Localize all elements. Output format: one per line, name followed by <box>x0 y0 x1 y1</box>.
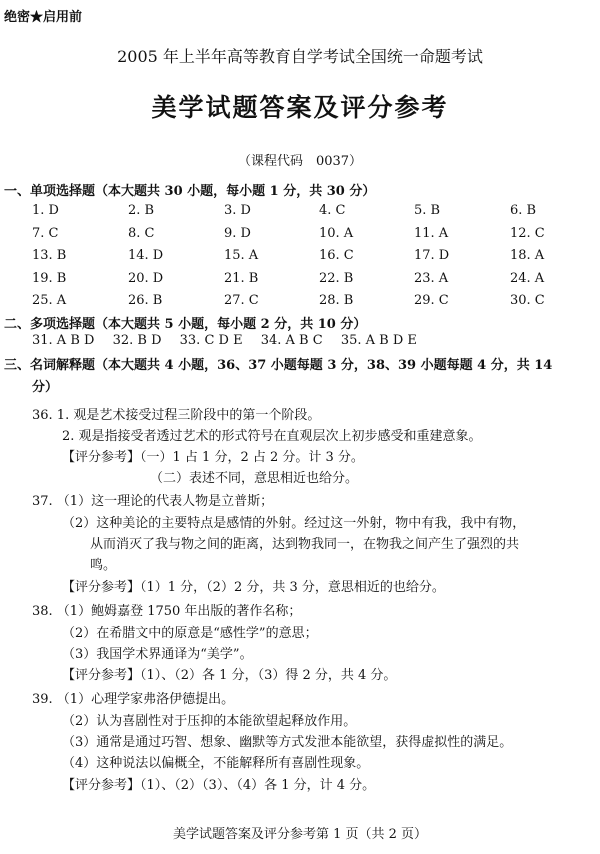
q38-line-1: 38. （1）鲍姆嘉登 1750 年出版的著作名称； <box>32 604 302 619</box>
section-3-title: 三、名词解释题（本大题共 4 小题，36、37 小题每题 3 分，38、39 小题每题 4 分，共 14 <box>4 358 553 373</box>
q36-score-1: 【评分参考】（一）1 占 1 分，2 占 2 分。计 3 分。 <box>62 450 364 465</box>
answer-cell: 35. A B D E <box>340 333 417 348</box>
answer-cell: 20. D <box>128 270 164 286</box>
answer-cell: 26. B <box>128 293 163 308</box>
q39-line-2: （2）认为喜剧性对于压抑的本能欲望起释放作用。 <box>62 714 357 729</box>
section-1-title: 一、单项选择题（本大题共 30 小题，每小题 1 分，共 30 分） <box>4 184 376 199</box>
answer-cell: 13. B <box>32 248 67 263</box>
answer-cell: 2. B <box>128 203 155 218</box>
q37-line-2: （2）这种美论的主要特点是感情的外射。经过这一外射，物中有我，我中有物， <box>62 516 526 531</box>
answer-cell: 12. C <box>510 225 545 241</box>
answer-row <box>32 226 572 249</box>
q39-line-1: 39. （1）心理学家弗洛伊德提出。 <box>32 692 235 707</box>
q39-score: 【评分参考】（1）、（2）（3）、（4）各 1 分，计 4 分。 <box>62 778 376 793</box>
section-2-title: 二、多项选择题（本大题共 5 小题，每小题 2 分，共 10 分） <box>4 317 367 332</box>
multi-choice-answers <box>32 333 431 348</box>
answer-cell: 3. D <box>224 203 251 218</box>
answer-cell: 7. C <box>32 225 59 241</box>
exam-title: 2005 年上半年高等教育自学考试全国统一命题考试 <box>117 47 483 66</box>
page-title: 美学试题答案及评分参考 <box>151 93 449 122</box>
q37-line-1: 37. （1）这一理论的代表人物是立普斯； <box>32 494 274 509</box>
answer-cell: 27. C <box>224 293 259 308</box>
answer-cell: 8. C <box>128 225 155 241</box>
answer-cell: 32. B D <box>112 333 162 348</box>
answer-row <box>32 248 572 271</box>
q36-score-2: （二）表述不同，意思相近也给分。 <box>150 471 359 486</box>
answer-row <box>32 203 572 226</box>
course-code: （课程代码 0037） <box>237 154 363 169</box>
q38-line-3: （3）我国学术界通译为“美学”。 <box>62 647 253 662</box>
answer-cell: 30. C <box>510 293 545 308</box>
q39-line-4: （4）这种说法以偏概全，不能解释所有喜剧性现象。 <box>62 756 370 771</box>
q36-line-2: 2. 观是指接受者透过艺术的形式符号在直观层次上初步感受和重建意象。 <box>62 429 482 444</box>
answer-cell: 9. D <box>224 225 251 241</box>
answer-cell: 6. B <box>510 203 537 218</box>
answer-cell: 28. B <box>319 293 354 308</box>
single-choice-answers <box>32 203 572 316</box>
q37-line-4: 鸣。 <box>90 558 117 573</box>
answer-cell: 18. A <box>510 248 545 263</box>
page-footer: 美学试题答案及评分参考第 1 页（共 2 页） <box>172 827 428 842</box>
answer-cell: 1. D <box>32 203 59 218</box>
q39-line-3: （3）通常是通过巧智、想象、幽默等方式发泄本能欲望，获得虚拟性的满足。 <box>62 735 513 750</box>
answer-cell: 4. C <box>319 203 346 218</box>
answer-cell: 25. A <box>32 293 67 308</box>
answer-row <box>32 271 572 294</box>
answer-cell: 34. A B C <box>260 333 323 348</box>
answer-cell: 24. A <box>510 270 545 286</box>
answer-cell: 17. D <box>414 248 450 263</box>
answer-cell: 19. B <box>32 270 67 286</box>
answer-cell: 29. C <box>414 293 449 308</box>
answer-cell: 16. C <box>319 248 354 263</box>
answer-cell: 21. B <box>224 270 259 286</box>
answer-cell: 33. C D E <box>179 333 243 348</box>
answer-cell: 31. A B D <box>32 333 95 348</box>
section-3-title-cont: 分） <box>32 380 59 395</box>
confidential-mark: 绝密★启用前 <box>4 10 83 25</box>
q36-line-1: 36. 1. 观是艺术接受过程三阶段中的第一个阶段。 <box>32 408 321 423</box>
q37-score: 【评分参考】（1）1 分，（2）2 分，共 3 分，意思相近的也给分。 <box>62 580 445 595</box>
answer-cell: 10. A <box>319 225 354 241</box>
answer-cell: 11. A <box>414 225 449 241</box>
q38-score: 【评分参考】（1）、（2）各 1 分，（3）得 2 分，共 4 分。 <box>62 668 397 683</box>
answer-cell: 14. D <box>128 248 164 263</box>
answer-cell: 15. A <box>224 248 259 263</box>
answer-cell: 23. A <box>414 270 449 286</box>
q37-line-3: 从而消灭了我与物之间的距离，达到物我同一，在物我之间产生了强烈的共 <box>90 537 520 552</box>
answer-cell: 22. B <box>319 270 354 286</box>
q38-line-2: （2）在希腊文中的原意是“感性学”的意思； <box>62 626 318 641</box>
answer-cell: 5. B <box>414 203 441 218</box>
